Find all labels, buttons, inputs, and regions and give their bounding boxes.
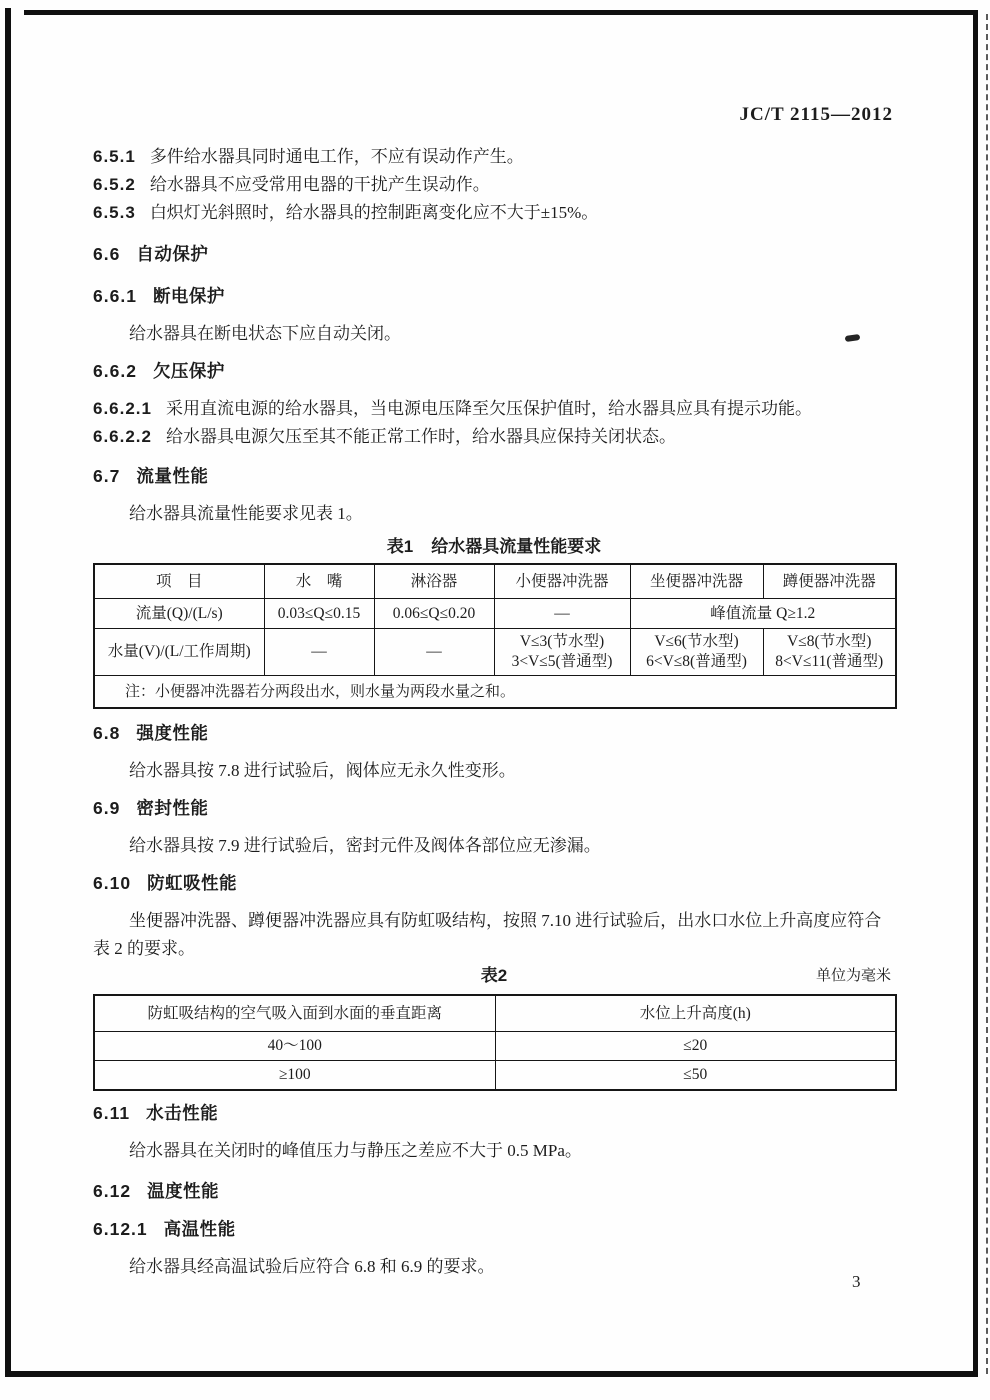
volume-urinal-line2: 3<V≤5(普通型) <box>511 653 613 670</box>
heading-6-12 <box>93 1177 895 1205</box>
volume-urinal-line1: V≤3(节水型) <box>519 633 605 650</box>
volume-squat-value <box>763 629 896 676</box>
heading-number: 6.6 <box>93 244 121 264</box>
heading-title: 断电保护 <box>152 286 225 306</box>
heading-6-8 <box>93 719 895 747</box>
heading-6-9 <box>93 794 895 822</box>
heading-number: 6.6.2 <box>93 361 137 381</box>
table1-caption <box>93 534 895 560</box>
clause-number: 6.5.3 <box>93 203 136 222</box>
clause-number: 6.5.1 <box>93 147 136 166</box>
heading-number: 6.10 <box>93 873 132 893</box>
clause-number: 6.6.2.1 <box>93 399 152 418</box>
volume-toilet-line1: V≤6(节水型) <box>654 633 739 650</box>
table2-header-row <box>94 995 896 1032</box>
table1-note-row <box>94 676 896 709</box>
clause-text: 多件给水器具同时通电工作，不应有误动作产生。 <box>149 147 524 166</box>
volume-shower-value: — <box>374 629 494 676</box>
table2-row-1 <box>94 1032 896 1061</box>
flow-row-label: 流量(Q)/(L/s) <box>94 599 264 629</box>
heading-6-7 <box>93 462 895 490</box>
paragraph-6-6-1: 给水器具在断电状态下应自动关闭。 <box>129 324 401 343</box>
clause-text: 白炽灯光斜照时，给水器具的控制距离变化应不大于±15%。 <box>149 203 599 222</box>
heading-title: 温度性能 <box>147 1181 220 1201</box>
heading-6-11 <box>93 1099 895 1127</box>
flow-shower-value: 0.06≤Q≤0.20 <box>374 599 494 629</box>
table1-header-faucet: 水 嘴 <box>264 564 374 599</box>
clause-6-6-2-2 <box>93 423 895 451</box>
heading-title: 流量性能 <box>136 466 209 486</box>
distance-value: ≥100 <box>94 1061 495 1091</box>
heading-6-6-2 <box>93 357 895 385</box>
table2-caption-label: 表2 <box>480 966 508 985</box>
paragraph-6-7: 给水器具流量性能要求见表 1。 <box>129 504 363 523</box>
volume-row-label: 水量(V)/(L/工作周期) <box>94 629 264 676</box>
scan-border-left <box>5 8 11 1377</box>
heading-6-10 <box>93 869 895 897</box>
heading-title: 强度性能 <box>136 723 209 743</box>
rise-height-value: ≤50 <box>495 1061 896 1091</box>
volume-toilet-value <box>630 629 763 676</box>
table2-caption-row <box>93 963 895 989</box>
paragraph-6-11: 给水器具在关闭时的峰值压力与静压之差应不大于 0.5 MPa。 <box>129 1141 582 1160</box>
flow-urinal-value: — <box>494 599 630 629</box>
rise-height-value: ≤20 <box>495 1032 896 1061</box>
scan-border-right <box>973 11 978 1375</box>
table1-note: 注：小便器冲洗器若分两段出水，则水量为两段水量之和。 <box>94 676 896 709</box>
table2-unit-note: 单位为毫米 <box>815 968 891 984</box>
flow-peak-value: 峰值流量 Q≥1.2 <box>630 599 896 629</box>
standard-code: JC/T 2115—2012 <box>739 104 893 125</box>
table1-header-row <box>94 564 896 599</box>
table2-header-rise-height: 水位上升高度(h) <box>495 995 896 1032</box>
table1-volume-row <box>94 629 896 676</box>
heading-6-6 <box>93 240 895 268</box>
table1-header-item: 项 目 <box>94 564 264 599</box>
clause-text: 给水器具电源欠压至其不能正常工作时，给水器具应保持关闭状态。 <box>166 427 676 446</box>
heading-number: 6.12 <box>93 1181 132 1201</box>
clause-6-5-3 <box>93 199 895 227</box>
heading-title: 水击性能 <box>146 1103 219 1123</box>
table2-row-2 <box>94 1061 896 1091</box>
heading-title: 防虹吸性能 <box>147 873 238 893</box>
flow-faucet-value: 0.03≤Q≤0.15 <box>264 599 374 629</box>
volume-urinal-value <box>494 629 630 676</box>
clause-6-5-2 <box>93 171 895 199</box>
scan-border-bottom <box>6 1371 978 1377</box>
table1-header-squat-flusher: 蹲便器冲洗器 <box>763 564 896 599</box>
paragraph-6-9: 给水器具按 7.9 进行试验后，密封元件及阀体各部位应无渗漏。 <box>129 836 601 855</box>
table2-header-distance: 防虹吸结构的空气吸入面到水面的垂直距离 <box>94 995 495 1032</box>
heading-6-6-1 <box>93 282 895 310</box>
heading-number: 6.6.1 <box>93 286 137 306</box>
clause-6-5-1 <box>93 143 895 171</box>
volume-squat-line2: 8<V≤11(普通型) <box>775 653 884 670</box>
heading-number: 6.8 <box>93 723 121 743</box>
clause-text: 采用直流电源的给水器具，当电源电压降至欠压保护值时，给水器具应具有提示功能。 <box>166 399 812 418</box>
clause-number: 6.5.2 <box>93 175 136 194</box>
clause-6-6-2-1 <box>93 395 895 423</box>
table1-caption-label: 表1 <box>386 537 414 556</box>
table1-header-toilet-flusher: 坐便器冲洗器 <box>630 564 763 599</box>
heading-number: 6.9 <box>93 798 121 818</box>
table1-caption-title: 给水器具流量性能要求 <box>431 537 602 556</box>
clause-number: 6.6.2.2 <box>93 427 152 446</box>
heading-title: 欠压保护 <box>152 361 225 381</box>
table1-header-shower: 淋浴器 <box>374 564 494 599</box>
heading-number: 6.7 <box>93 466 121 486</box>
distance-value: 40～100 <box>94 1032 495 1061</box>
document-content <box>93 103 895 1281</box>
table1-flow-requirements <box>93 563 897 709</box>
clause-text: 给水器具不应受常用电器的干扰产生误动作。 <box>149 175 490 194</box>
table1-flow-row <box>94 599 896 629</box>
paragraph-6-10: 坐便器冲洗器、蹲便器冲洗器应具有防虹吸结构，按照 7.10 进行试验后，出水口水位上升高度应符合表 2 的要求。 <box>93 911 882 958</box>
volume-faucet-value: — <box>264 629 374 676</box>
heading-number: 6.11 <box>93 1103 131 1123</box>
heading-title: 密封性能 <box>136 798 209 818</box>
heading-6-12-1 <box>93 1215 895 1243</box>
volume-squat-line1: V≤8(节水型) <box>787 633 872 650</box>
table2-antisiphon-requirements <box>93 994 897 1091</box>
paragraph-6-8: 给水器具按 7.8 进行试验后，阀体应无永久性变形。 <box>129 761 516 780</box>
paragraph-6-12-1: 给水器具经高温试验后应符合 6.8 和 6.9 的要求。 <box>129 1257 495 1276</box>
heading-title: 自动保护 <box>136 244 209 264</box>
scan-edge-speckle <box>986 14 988 1374</box>
heading-number: 6.12.1 <box>93 1219 148 1239</box>
table1-header-urinal-flusher: 小便器冲洗器 <box>494 564 630 599</box>
scan-border-top <box>24 10 978 15</box>
heading-title: 高温性能 <box>163 1219 236 1239</box>
volume-toilet-line2: 6<V≤8(普通型) <box>646 653 747 670</box>
page-number: 3 <box>852 1272 861 1291</box>
